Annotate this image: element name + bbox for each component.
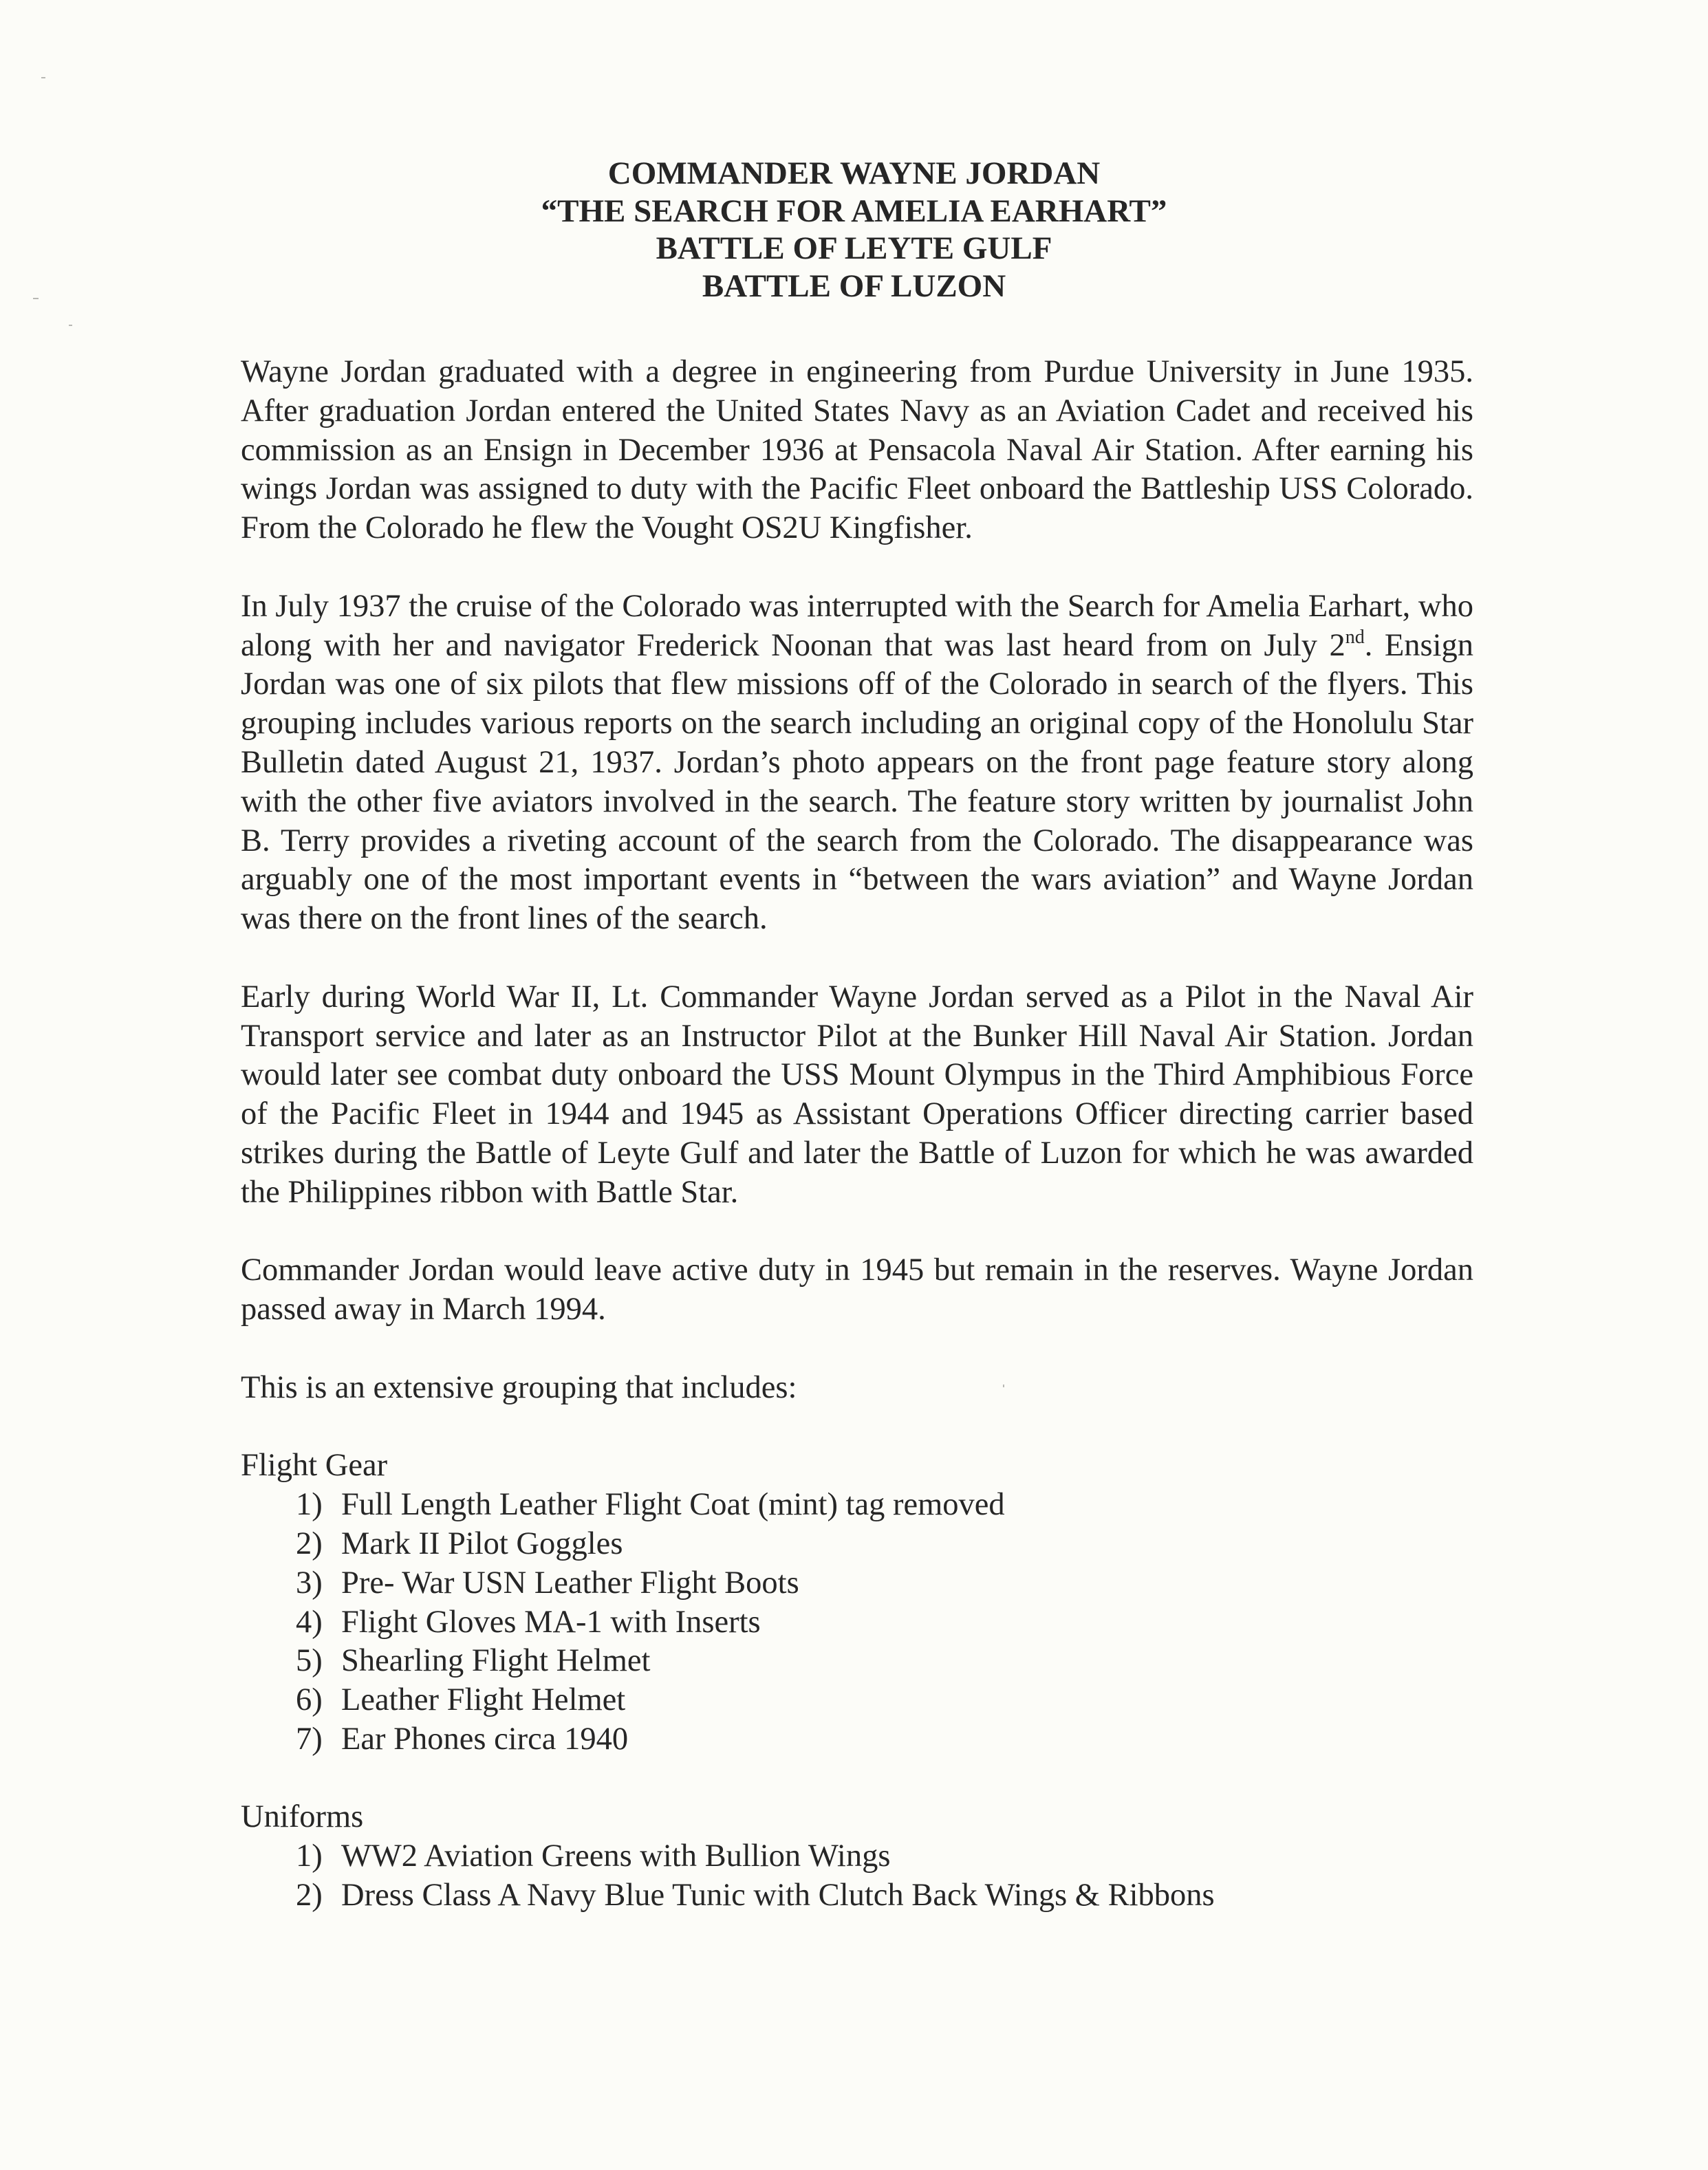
list-item: [241, 1720, 1473, 1759]
list-item: [241, 1681, 1473, 1720]
list-text: Flight Gloves MA-1 with Inserts: [341, 1604, 761, 1640]
section-flight-gear: [241, 1446, 1473, 1759]
list-text: Pre- War USN Leather Flight Boots: [341, 1565, 799, 1601]
list-text: Ear Phones circa 1940: [341, 1721, 629, 1757]
flight-gear-list: [241, 1486, 1473, 1759]
list-number: 4): [296, 1604, 323, 1640]
title-line-earhart: “THE SEARCH FOR AMELIA EARHART”: [541, 193, 1167, 229]
paragraph-text: . Ensign Jordan was one of six pilots that flew missions off of the Colorado in search of the flyers. This grouping includes various reports on the search including an original copy of the Honolulu Star Bulletin dated August 21, 1937. Jordan’s photo appears on the front page feature story along with the other five aviators involved in the search. The feature story written by journalist John B. Terry provides a riveting account of the search from the Colorado. The disappearance was arguably one of the most important events in “between the wars aviation” and Wayne Jordan was there on the front lines of the search.: [241, 627, 1473, 937]
list-item: [241, 1876, 1473, 1916]
list-text: Mark II Pilot Goggles: [341, 1526, 623, 1561]
uniforms-list: [241, 1837, 1473, 1916]
paragraph-education: Wayne Jordan graduated with a degree in engineering from Purdue University in June 1935. After graduation Jordan entered the United States Navy as an Aviation Cadet and received his commission as an Ensign in December 1936 at Pensacola Naval Air Station. After earning his wings Jordan was assigned to duty with the Pacific Fleet onboard the Battleship USS Colorado. From the Colorado he flew the Vought OS2U Kingfisher.: [241, 354, 1473, 546]
paragraph-wwii-service: Early during World War II, Lt. Commander Wayne Jordan served as a Pilot in the Naval Air Transport service and later as an Instructor Pilot at the Bunker Hill Naval Air Station. Jordan would later see combat duty onboard the USS Mount Olympus in the Third Amphibious Force of the Pacific Fleet in 1944 and 1945 as Assistant Operations Officer directing carrier based strikes during the Battle of Leyte Gulf and later the Battle of Luzon for which he was awarded the Philippines ribbon with Battle Star.: [241, 979, 1473, 1210]
list-number: 6): [296, 1682, 323, 1718]
list-item: [241, 1525, 1473, 1564]
section-heading: Flight Gear: [241, 1448, 388, 1484]
list-item: [241, 1564, 1473, 1603]
document-title: [0, 155, 1708, 305]
scan-speck: [41, 77, 45, 78]
list-item: [241, 1603, 1473, 1642]
paragraph-earhart-search: [241, 587, 1473, 939]
list-item: [241, 1837, 1473, 1876]
list-item: [241, 1642, 1473, 1681]
list-text: Leather Flight Helmet: [341, 1682, 626, 1718]
list-number: 5): [296, 1643, 323, 1679]
document-body: [241, 353, 1473, 1955]
list-number: 1): [296, 1838, 323, 1874]
list-number: 2): [296, 1526, 323, 1561]
list-number: 7): [296, 1721, 323, 1757]
list-item: [241, 1486, 1473, 1525]
paragraph-retirement: Commander Jordan would leave active duty in 1945 but remain in the reserves. Wayne Jordan passed away in March 1994.: [241, 1252, 1473, 1327]
title-line-luzon: BATTLE OF LUZON: [702, 268, 1006, 304]
ordinal-suffix: nd: [1345, 626, 1365, 648]
list-number: 1): [296, 1487, 323, 1523]
list-text: Dress Class A Navy Blue Tunic with Clutch Back Wings & Ribbons: [341, 1878, 1215, 1913]
title-line-name: COMMANDER WAYNE JORDAN: [607, 155, 1101, 191]
list-text: Full Length Leather Flight Coat (mint) tag removed: [341, 1487, 1005, 1523]
list-number: 2): [296, 1878, 323, 1913]
list-text: WW2 Aviation Greens with Bullion Wings: [341, 1838, 891, 1874]
scan-speck: [69, 325, 72, 326]
title-line-leyte: BATTLE OF LEYTE GULF: [656, 230, 1052, 266]
paragraph-grouping-intro: This is an extensive grouping that includes:: [241, 1369, 797, 1405]
section-uniforms: [241, 1798, 1473, 1915]
paragraph-text: In July 1937 the cruise of the Colorado was interrupted with the Search for Amelia Earhart, who along with her and navigator Frederick Noonan that was last heard from on July 2: [241, 588, 1473, 663]
list-number: 3): [296, 1565, 323, 1601]
list-text: Shearling Flight Helmet: [341, 1643, 651, 1679]
section-heading: Uniforms: [241, 1799, 364, 1835]
